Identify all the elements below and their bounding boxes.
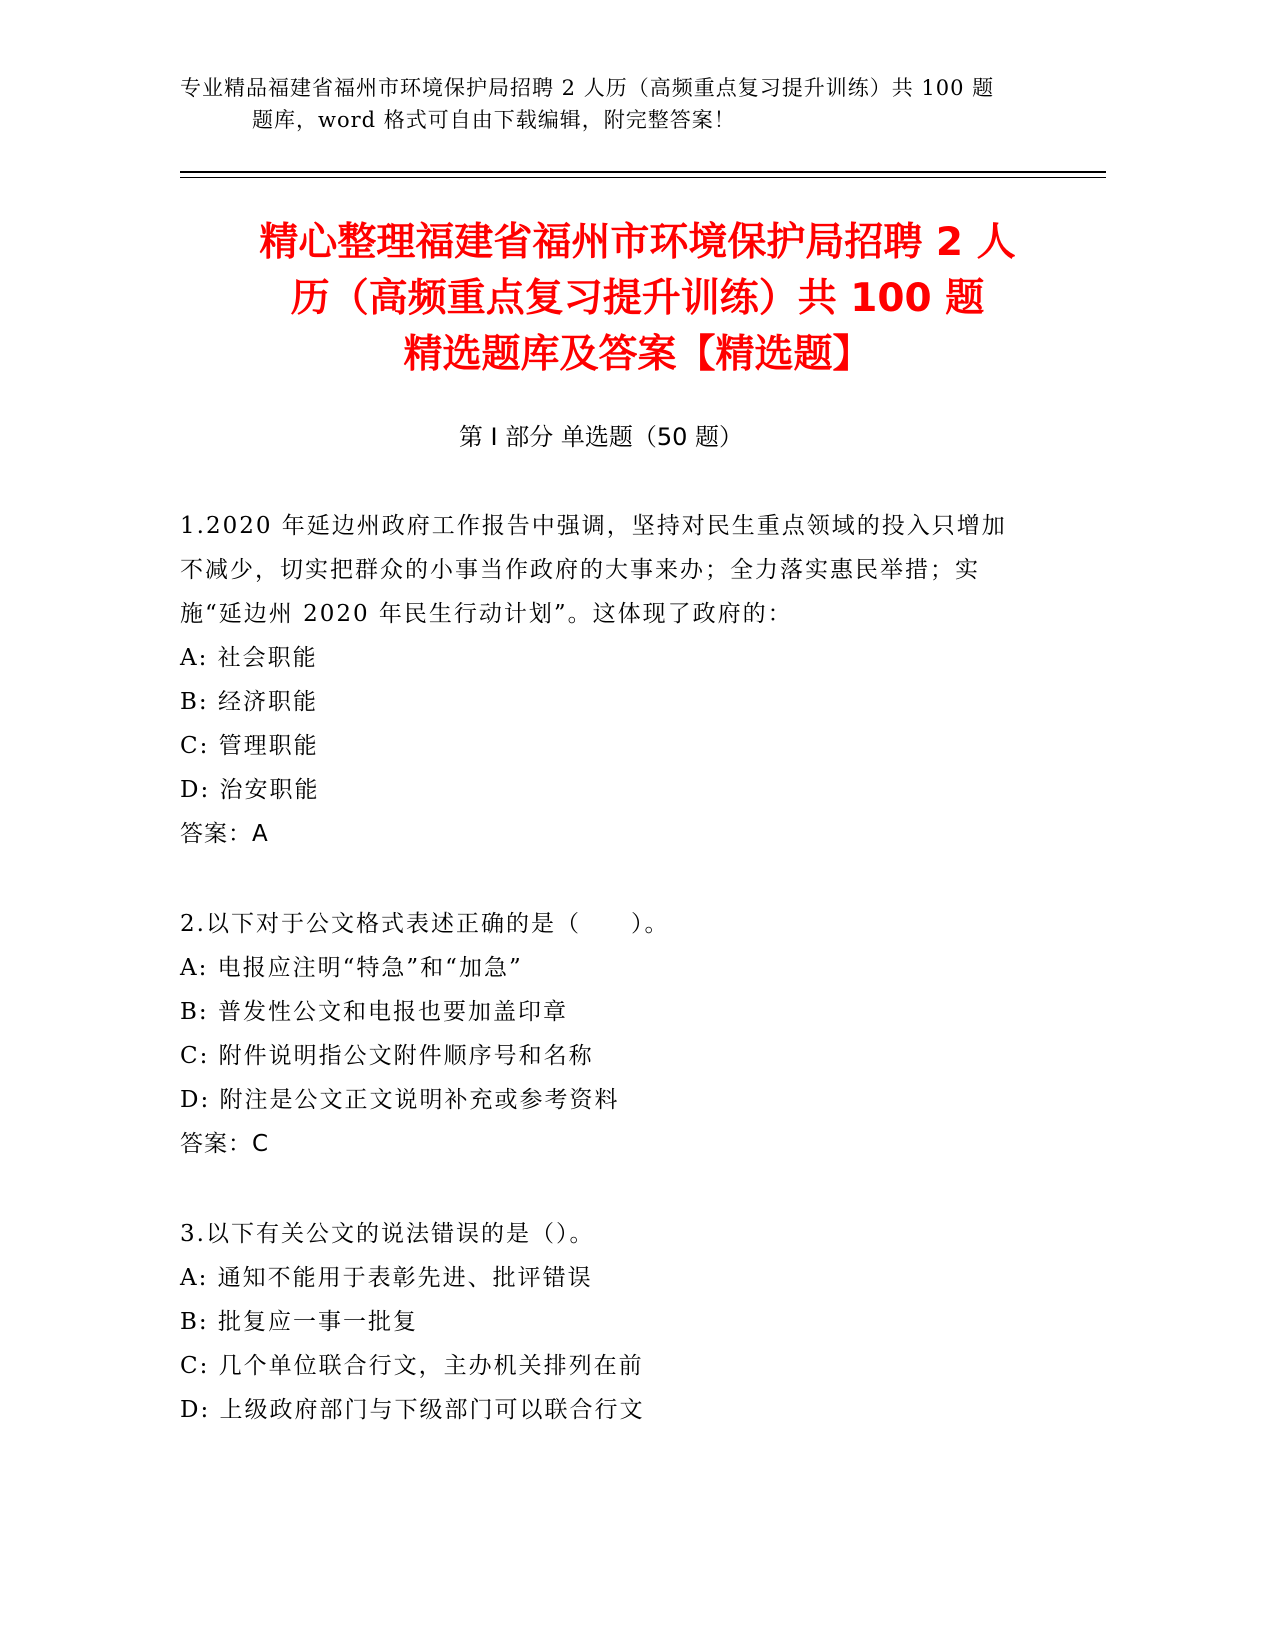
document-title-line-3: 精选题库及答案【精选题】: [403, 332, 872, 377]
question-option: B: 批复应一事一批复: [180, 1309, 418, 1335]
question-option: A: 通知不能用于表彰先进、批评错误: [180, 1265, 593, 1291]
question-stem: 2.以下对于公文格式表述正确的是（ ）。: [180, 911, 670, 937]
question-option: D: 治安职能: [180, 777, 320, 803]
question-list: [180, 504, 1030, 1478]
question-option: D: 附注是公文正文说明补充或参考资料: [180, 1087, 620, 1113]
question-item: [180, 902, 1030, 1166]
question-answer: 答案：C: [180, 1131, 270, 1157]
question-option: C: 几个单位联合行文，主办机关排列在前: [180, 1353, 644, 1379]
question-stem: 3.以下有关公文的说法错误的是（）。: [180, 1221, 595, 1247]
header-divider-thin: [180, 177, 1106, 178]
header-note-line-1: 专业精品福建省福州市环境保护局招聘 2 人历（高频重点复习提升训练）共 100 题: [180, 76, 995, 100]
section-heading: 第 I 部分 单选题（50 题）: [458, 423, 744, 451]
header-divider-thick: [180, 171, 1106, 173]
document-title-line-1: 精心整理福建省福州市环境保护局招聘 2 人: [259, 220, 1016, 265]
question-option: B: 经济职能: [180, 689, 318, 715]
question-stem: 1.2020 年延边州政府工作报告中强调，坚持对民生重点领域的投入只增加不减少，切实把群众的小事当作政府的大事来办；全力落实惠民举措；实施“延边州 2020 年民生行动计划”。这体现了政府的：: [180, 513, 1007, 627]
document-title-line-2: 历（高频重点复习提升训练）共 100 题: [290, 276, 985, 321]
question-option: C: 管理职能: [180, 733, 319, 759]
question-option: B: 普发性公文和电报也要加盖印章: [180, 999, 568, 1025]
question-option: A: 社会职能: [180, 645, 318, 671]
question-item: [180, 1212, 1030, 1432]
question-option: C: 附件说明指公文附件顺序号和名称: [180, 1043, 594, 1069]
question-item: [180, 504, 1030, 856]
question-option: D: 上级政府部门与下级部门可以联合行文: [180, 1397, 645, 1423]
header-note-line-2: 题库，word 格式可自由下载编辑，附完整答案！: [252, 108, 736, 132]
question-answer: 答案：A: [180, 821, 269, 847]
document-header-note: [180, 72, 1060, 136]
question-option: A: 电报应注明“特急”和“加急”: [180, 955, 523, 981]
document-title: [150, 215, 1125, 383]
